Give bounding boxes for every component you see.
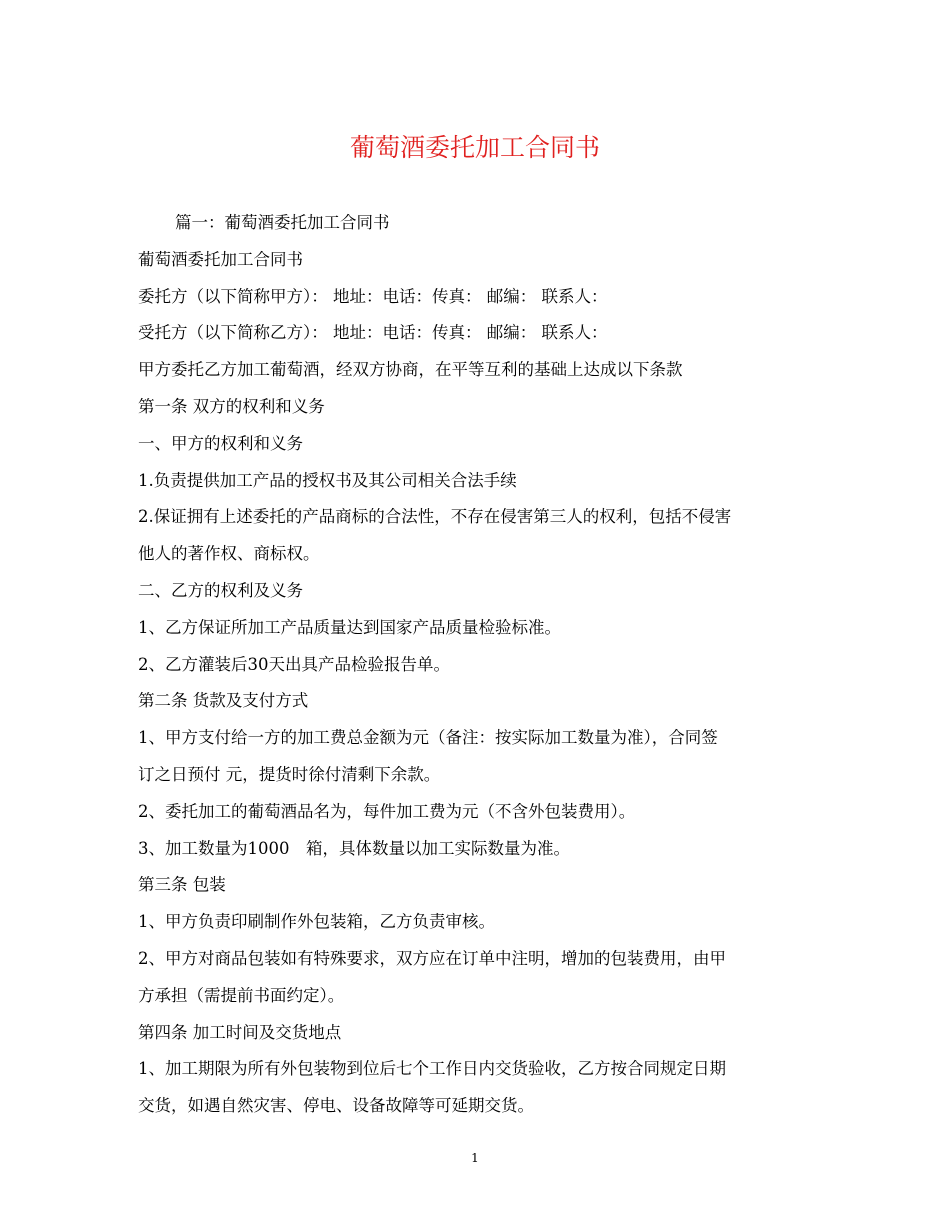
paragraph: 交货，如遇自然灾害、停电、设备故障等可延期交货。 bbox=[138, 1096, 534, 1116]
paragraph: 1、加工期限为所有外包装物到位后七个工作日内交货验收，乙方按合同规定日期 bbox=[138, 1059, 726, 1079]
paragraph: 篇一：葡萄酒委托加工合同书 bbox=[175, 213, 390, 232]
paragraph: 委托方（以下简称甲方）： 地址：电话：传真： 邮编： 联系人： bbox=[138, 286, 608, 306]
paragraph: 甲方委托乙方加工葡萄酒，经双方协商，在平等互利的基础上达成以下条款 bbox=[138, 360, 683, 380]
paragraph: 1.负责提供加工产品的授权书及其公司相关合法手续 bbox=[138, 470, 517, 490]
paragraph: 订之日预付 元，提货时徐付清剩下余款。 bbox=[138, 764, 441, 784]
paragraph: 2、甲方对商品包装如有特殊要求，双方应在订单中注明，增加的包装费用，由甲 bbox=[138, 948, 726, 968]
section-heading: 第一条 双方的权利和义务 bbox=[138, 396, 325, 416]
paragraph: 葡萄酒委托加工合同书 bbox=[138, 249, 303, 269]
document-body bbox=[138, 205, 814, 1125]
paragraph: 2、委托加工的葡萄酒品名为，每件加工费为元（不含外包装费用）。 bbox=[138, 801, 636, 821]
section-heading: 第四条 加工时间及交货地点 bbox=[138, 1022, 342, 1042]
paragraph: 1、乙方保证所加工产品质量达到国家产品质量检验标准。 bbox=[138, 617, 561, 637]
paragraph: 2、乙方灌装后30天出具产品检验报告单。 bbox=[138, 654, 450, 674]
paragraph: 方承担（需提前书面约定）。 bbox=[138, 985, 345, 1005]
paragraph: 3、加工数量为1000 箱，具体数量以加工实际数量为准。 bbox=[138, 838, 570, 858]
paragraph: 他人的著作权、商标权。 bbox=[138, 544, 320, 564]
page-number: 1 bbox=[471, 1151, 479, 1165]
document-title: 葡萄酒委托加工合同书 bbox=[349, 133, 600, 162]
subsection-heading: 一、甲方的权利和义务 bbox=[138, 433, 303, 453]
section-heading: 第二条 货款及支付方式 bbox=[138, 691, 309, 711]
subsection-heading: 二、乙方的权利及义务 bbox=[138, 580, 303, 600]
paragraph: 受托方（以下简称乙方）： 地址：电话：传真： 邮编： 联系人： bbox=[138, 323, 608, 343]
paragraph: 1、甲方负责印刷制作外包装箱，乙方负责审核。 bbox=[138, 912, 495, 932]
paragraph: 1、甲方支付给一方的加工费总金额为元（备注：按实际加工数量为准），合同签 bbox=[138, 728, 718, 748]
paragraph: 2.保证拥有上述委托的产品商标的合法性，不存在侵害第三人的权利，包括不侵害 bbox=[138, 507, 732, 527]
section-heading: 第三条 包装 bbox=[138, 875, 226, 895]
